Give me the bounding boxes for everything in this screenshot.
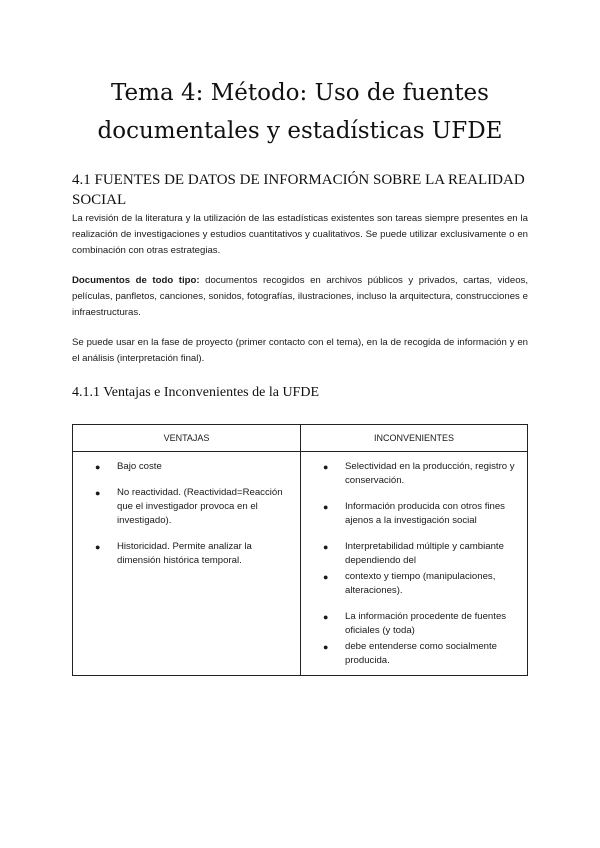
section-heading xyxy=(72,170,532,210)
page-title xyxy=(60,74,540,150)
bullet-icon: ● xyxy=(323,612,329,622)
bullet-icon: ● xyxy=(323,502,329,512)
inconvenientes-list xyxy=(311,460,517,668)
bullet-icon: ● xyxy=(323,572,329,582)
ventajas-list xyxy=(83,460,290,568)
list-item-text: Interpretabilidad múltiple y cambiante dependiendo del xyxy=(345,541,504,566)
table-row xyxy=(73,452,528,676)
list-item xyxy=(311,540,517,568)
list-item-text: Selectividad en la producción, registro y conservación. xyxy=(345,461,515,486)
bullet-icon: ● xyxy=(323,542,329,552)
list-item xyxy=(311,460,517,488)
bullet-icon: ● xyxy=(323,462,329,472)
bullet-icon: ● xyxy=(95,488,101,498)
list-item-text: No reactividad. (Reactividad=Reacción que el investigador provoca en el investigado). xyxy=(117,487,283,526)
table-header-row xyxy=(73,425,528,452)
list-item-text: debe entenderse como socialmente producida. xyxy=(345,641,497,666)
advantages-disadvantages-table xyxy=(72,424,528,676)
subsection-heading: 4.1.1 Ventajas e Inconvenientes de la UFDE xyxy=(72,385,320,400)
list-item xyxy=(311,500,517,528)
bullet-icon: ● xyxy=(323,642,329,652)
section-heading-line-1: 4.1 FUENTES DE DATOS DE INFORMACIÓN SOBRE LA REALIDAD xyxy=(72,172,525,188)
inconvenientes-cell xyxy=(301,452,528,676)
page-title-line-2: documentales y estadísticas UFDE xyxy=(97,118,503,144)
bullet-icon: ● xyxy=(95,542,101,552)
section-heading-line-2: SOCIAL xyxy=(72,192,127,208)
list-item xyxy=(311,570,517,598)
list-item xyxy=(311,640,517,668)
paragraph-usage-phases: Se puede usar en la fase de proyecto (primer contacto con el tema), en la de recogida de información y en el análisis (interpretación final). xyxy=(72,337,528,364)
list-item-text: Historicidad. Permite analizar la dimensión histórica temporal. xyxy=(117,541,252,566)
list-item-text: Bajo coste xyxy=(117,461,162,472)
paragraph-document-types xyxy=(72,273,528,321)
paragraph-literature: La revisión de la literatura y la utilización de las estadísticas existentes son tareas siempre presentes en la realización de investigaciones y estudios cuantitativos y cualitativos. Se puede utilizar exclusivamente o en combinación con otras estrategias. xyxy=(72,213,528,256)
list-item xyxy=(83,486,290,528)
page-title-line-1: Tema 4: Método: Uso de fuentes xyxy=(111,80,489,106)
paragraph-document-types-text: documentos recogidos en archivos públicos y privados, cartas, videos, películas, panfletos, canciones, sonidos, fotografías, ilustraciones, incluso la arquitectura, construcciones e infraestructuras. xyxy=(72,275,528,318)
list-item xyxy=(83,460,290,474)
list-item xyxy=(83,540,290,568)
list-item-text: Información producida con otros fines ajenos a la investigación social xyxy=(345,501,505,526)
ventajas-cell xyxy=(73,452,301,676)
header-inconvenientes: INCONVENIENTES xyxy=(301,425,528,452)
list-item-text: contexto y tiempo (manipulaciones, alteraciones). xyxy=(345,571,496,596)
bullet-icon: ● xyxy=(95,462,101,472)
list-item xyxy=(311,610,517,638)
list-item-text: La información procedente de fuentes oficiales (y toda) xyxy=(345,611,507,636)
header-ventajas: VENTAJAS xyxy=(73,425,301,452)
paragraph-document-types-label: Documentos de todo tipo: xyxy=(72,275,200,286)
